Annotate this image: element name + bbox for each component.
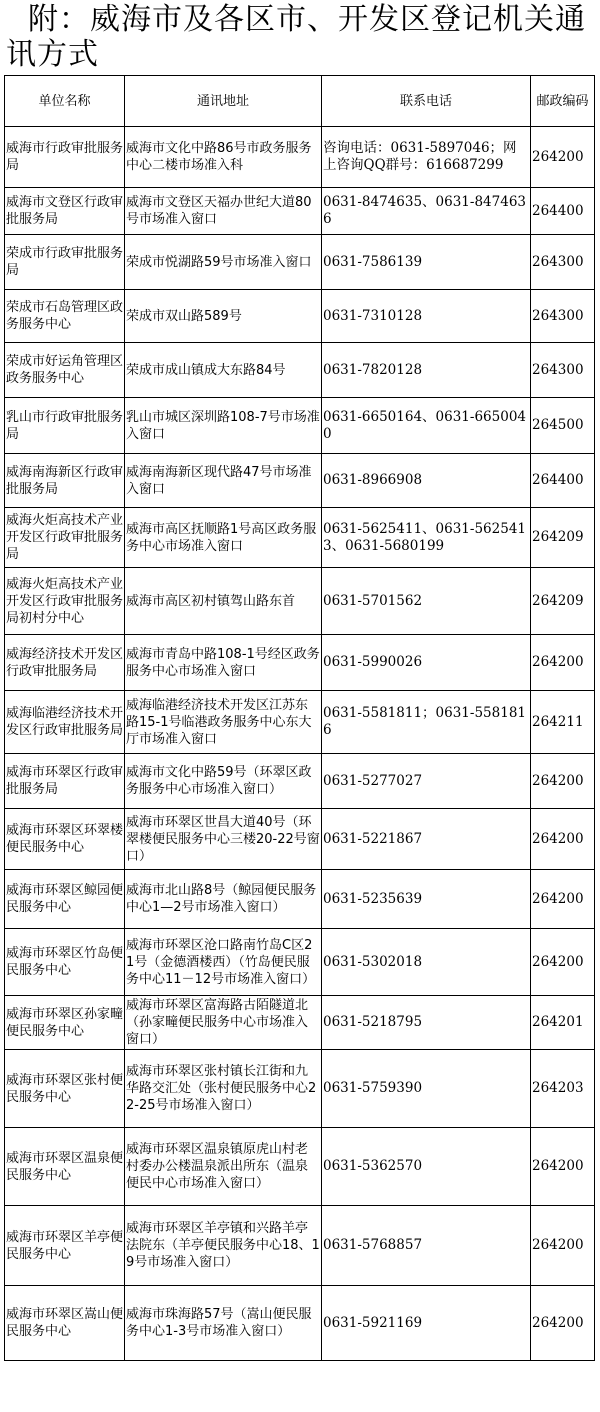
unit-name-cell: 威海市环翠区温泉便民服务中心 <box>5 1128 125 1206</box>
table-row <box>5 188 595 235</box>
phone-cell: 0631-5768857 <box>322 1206 531 1286</box>
phone-cell: 0631-5302018 <box>322 929 531 996</box>
address-cell: 威海市环翠区富海路古陌隧道北（孙家疃便民服务中心市场准入窗口） <box>125 996 322 1050</box>
phone-cell: 0631-5990026 <box>322 635 531 691</box>
unit-name-cell: 威海市环翠区鲸园便民服务中心 <box>5 870 125 929</box>
postcode-cell: 264209 <box>531 568 595 635</box>
unit-name-cell: 威海市环翠区竹岛便民服务中心 <box>5 929 125 996</box>
address-cell: 威海市环翠区张村镇长江街和九华路交汇处（张村便民服务中心22-25号市场准入窗口） <box>125 1050 322 1128</box>
table-row <box>5 754 595 809</box>
phone-cell: 0631-5362570 <box>322 1128 531 1206</box>
table-row <box>5 343 595 398</box>
unit-name-cell: 荣成市行政审批服务局 <box>5 235 125 290</box>
unit-name-cell: 威海火炬高技术产业开发区行政审批服务局 <box>5 508 125 568</box>
unit-name-cell: 荣成市石岛管理区政务服务中心 <box>5 290 125 343</box>
header-postcode: 邮政编码 <box>531 76 595 127</box>
address-cell: 荣成市双山路589号 <box>125 290 322 343</box>
header-address: 通讯地址 <box>125 76 322 127</box>
page-title <box>6 2 594 72</box>
header-unit-name: 单位名称 <box>5 76 125 127</box>
postcode-cell: 264211 <box>531 691 595 754</box>
address-cell: 威海市环翠区世昌大道40号（环翠楼便民服务中心三楼20-22号窗口） <box>125 809 322 870</box>
postcode-cell: 264200 <box>531 754 595 809</box>
table-row <box>5 929 595 996</box>
unit-name-cell: 威海南海新区行政审批服务局 <box>5 454 125 508</box>
table-row <box>5 235 595 290</box>
postcode-cell: 264300 <box>531 235 595 290</box>
address-cell: 威海南海新区现代路47号市场准入窗口 <box>125 454 322 508</box>
table-row <box>5 1206 595 1286</box>
address-cell: 威海市文登区天福办世纪大道80号市场准入窗口 <box>125 188 322 235</box>
phone-cell: 0631-5759390 <box>322 1050 531 1128</box>
postcode-cell: 264200 <box>531 929 595 996</box>
postcode-cell: 264203 <box>531 1050 595 1128</box>
phone-cell: 0631-5221867 <box>322 809 531 870</box>
postcode-cell: 264300 <box>531 290 595 343</box>
table-row <box>5 398 595 454</box>
table-row <box>5 870 595 929</box>
address-cell: 威海市环翠区羊亭镇和兴路羊亭法院东（羊亭便民服务中心18、19号市场准入窗口） <box>125 1206 322 1286</box>
unit-name-cell: 威海市行政审批服务局 <box>5 127 125 188</box>
phone-cell: 0631-5277027 <box>322 754 531 809</box>
postcode-cell: 264400 <box>531 454 595 508</box>
table-row <box>5 809 595 870</box>
table-row <box>5 127 595 188</box>
unit-name-cell: 威海市环翠区行政审批服务局 <box>5 754 125 809</box>
unit-name-cell: 威海市环翠区嵩山便民服务中心 <box>5 1286 125 1361</box>
phone-cell: 0631-7820128 <box>322 343 531 398</box>
phone-cell: 0631-5218795 <box>322 996 531 1050</box>
postcode-cell: 264200 <box>531 870 595 929</box>
table-row <box>5 1128 595 1206</box>
table-row <box>5 508 595 568</box>
postcode-cell: 264200 <box>531 1206 595 1286</box>
unit-name-cell: 威海火炬高技术产业开发区行政审批服务局初村分中心 <box>5 568 125 635</box>
table-row <box>5 454 595 508</box>
table-header-row <box>5 76 595 127</box>
page-title-text: 附：威海市及各区市、开发区登记机关通讯方式 <box>6 2 586 72</box>
table-row <box>5 635 595 691</box>
address-cell: 威海市文化中路59号（环翠区政务服务中心市场准入窗口） <box>125 754 322 809</box>
address-cell: 威海市高区初村镇驾山路东首 <box>125 568 322 635</box>
postcode-cell: 264200 <box>531 635 595 691</box>
address-cell: 威海市青岛中路108-1号经区政务服务中心市场准入窗口 <box>125 635 322 691</box>
unit-name-cell: 威海临港经济技术开发区行政审批服务局 <box>5 691 125 754</box>
header-phone: 联系电话 <box>322 76 531 127</box>
unit-name-cell: 威海市环翠区环翠楼便民服务中心 <box>5 809 125 870</box>
unit-name-cell: 威海市文登区行政审批服务局 <box>5 188 125 235</box>
phone-cell: 0631-5701562 <box>322 568 531 635</box>
postcode-cell: 264209 <box>531 508 595 568</box>
phone-cell: 0631-5581811；0631-5581816 <box>322 691 531 754</box>
table-row <box>5 996 595 1050</box>
table-row <box>5 290 595 343</box>
table-row <box>5 691 595 754</box>
phone-cell: 0631-6650164、0631-6650040 <box>322 398 531 454</box>
address-cell: 威海市环翠区沧口路南竹岛C区21号（金德酒楼西）（竹岛便民服务中心11－12号市场准入窗口） <box>125 929 322 996</box>
phone-cell: 0631-5921169 <box>322 1286 531 1361</box>
address-cell: 荣成市悦湖路59号市场准入窗口 <box>125 235 322 290</box>
phone-cell: 0631-5625411、0631-5625413、0631-5680199 <box>322 508 531 568</box>
phone-cell: 咨询电话：0631-5897046；网上咨询QQ群号：616687299 <box>322 127 531 188</box>
address-cell: 乳山市城区深圳路108-7号市场准入窗口 <box>125 398 322 454</box>
address-cell: 威海市环翠区温泉镇原虎山村老村委办公楼温泉派出所东（温泉便民中心市场准入窗口） <box>125 1128 322 1206</box>
unit-name-cell: 威海经济技术开发区行政审批服务局 <box>5 635 125 691</box>
address-cell: 威海临港经济技术开发区江苏东路15-1号临港政务服务中心东大厅市场准入窗口 <box>125 691 322 754</box>
postcode-cell: 264300 <box>531 343 595 398</box>
address-cell: 威海市高区抚顺路1号高区政务服务中心市场准入窗口 <box>125 508 322 568</box>
postcode-cell: 264200 <box>531 1128 595 1206</box>
phone-cell: 0631-7586139 <box>322 235 531 290</box>
unit-name-cell: 威海市环翠区羊亭便民服务中心 <box>5 1206 125 1286</box>
table-row <box>5 568 595 635</box>
postcode-cell: 264500 <box>531 398 595 454</box>
unit-name-cell: 荣成市好运角管理区政务服务中心 <box>5 343 125 398</box>
unit-name-cell: 乳山市行政审批服务局 <box>5 398 125 454</box>
phone-cell: 0631-8966908 <box>322 454 531 508</box>
postcode-cell: 264400 <box>531 188 595 235</box>
address-cell: 威海市北山路8号（鲸园便民服务中心1—2号市场准入窗口） <box>125 870 322 929</box>
address-cell: 威海市文化中路86号市政务服务中心二楼市场准入科 <box>125 127 322 188</box>
table-row <box>5 1050 595 1128</box>
address-cell: 威海市珠海路57号（嵩山便民服务中心1-3号市场准入窗口） <box>125 1286 322 1361</box>
phone-cell: 0631-8474635、0631-8474636 <box>322 188 531 235</box>
unit-name-cell: 威海市环翠区张村便民服务中心 <box>5 1050 125 1128</box>
postcode-cell: 264200 <box>531 1286 595 1361</box>
unit-name-cell: 威海市环翠区孙家疃便民服务中心 <box>5 996 125 1050</box>
postcode-cell: 264200 <box>531 127 595 188</box>
phone-cell: 0631-7310128 <box>322 290 531 343</box>
table-row <box>5 1286 595 1361</box>
postcode-cell: 264201 <box>531 996 595 1050</box>
table-body <box>5 127 595 1361</box>
address-cell: 荣成市成山镇成大东路84号 <box>125 343 322 398</box>
phone-cell: 0631-5235639 <box>322 870 531 929</box>
postcode-cell: 264200 <box>531 809 595 870</box>
contact-table <box>4 75 595 1361</box>
